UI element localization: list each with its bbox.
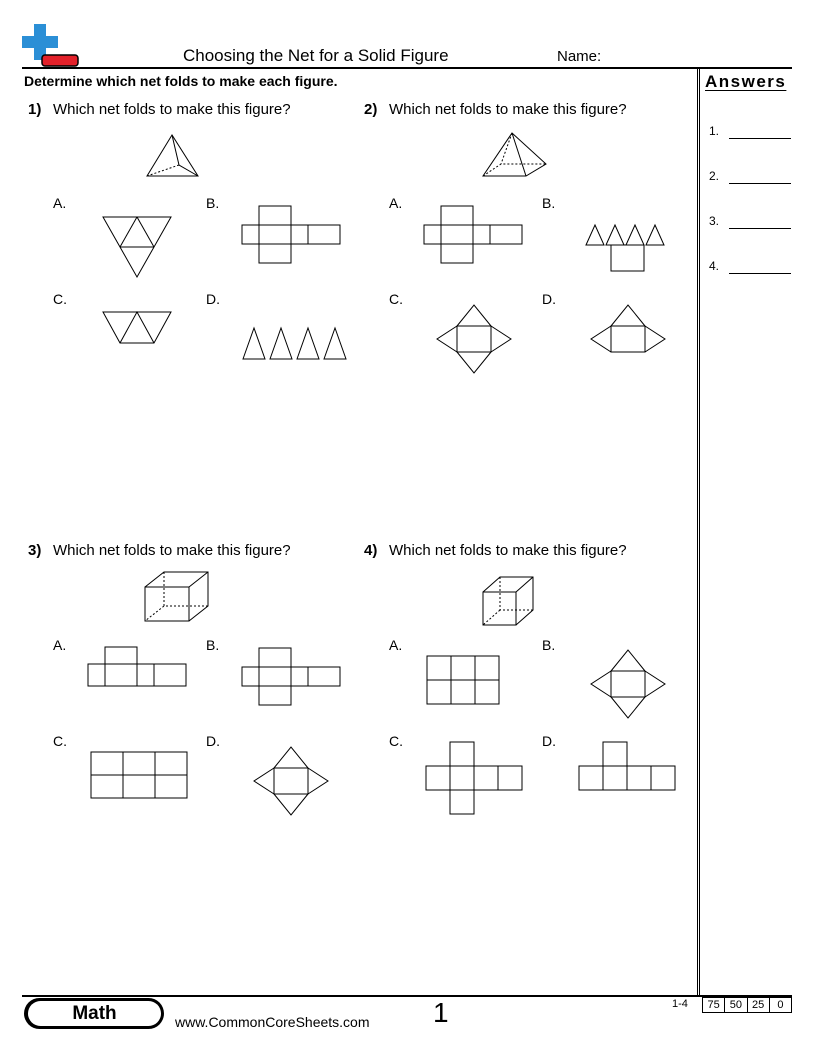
triangles-over-square-net-icon[interactable] xyxy=(586,225,666,273)
star-square-net-icon[interactable] xyxy=(591,650,665,718)
star-square-net-icon[interactable] xyxy=(254,747,328,815)
website-label: www.CommonCoreSheets.com xyxy=(175,1014,370,1030)
answer-label-2: 2. xyxy=(709,169,720,183)
q1-option-a-label: A. xyxy=(53,195,67,211)
subject-label: Math xyxy=(28,1001,161,1026)
cross-net-icon[interactable] xyxy=(426,742,524,816)
q2-option-c-label: C. xyxy=(389,291,403,307)
score-cell: 25 xyxy=(747,998,769,1012)
score-cell: 75 xyxy=(707,999,720,1011)
cross-square-net-icon[interactable] xyxy=(242,206,342,263)
question-number-1: 1) xyxy=(28,101,42,118)
grid-net-icon[interactable] xyxy=(427,656,501,706)
q1-option-b-label: B. xyxy=(206,195,220,211)
q3-option-c-label: C. xyxy=(53,733,67,749)
footer-divider xyxy=(22,995,792,997)
four-triangles-row-net-icon[interactable] xyxy=(243,328,347,360)
answer-label-3: 3. xyxy=(709,214,720,228)
t-shaped-net-icon[interactable] xyxy=(579,742,677,792)
answer-label-1: 1. xyxy=(709,124,720,138)
q4-option-d-label: D. xyxy=(542,733,556,749)
answer-blank-4[interactable] xyxy=(729,273,791,274)
score-cell: 50 xyxy=(724,998,746,1012)
page-number: 1 xyxy=(433,997,449,1028)
q3-option-a-label: A. xyxy=(53,637,67,653)
instructions: Determine which net folds to make each figure. xyxy=(24,73,338,89)
q3-option-d-label: D. xyxy=(206,733,220,749)
answers-column-divider xyxy=(697,67,700,995)
q1-option-c-label: C. xyxy=(53,291,67,307)
question-text-1: Which net folds to make this figure? xyxy=(53,101,291,118)
answer-blank-1[interactable] xyxy=(729,138,791,139)
triangular-pyramid-icon xyxy=(145,133,200,179)
q2-option-a-label: A. xyxy=(389,195,403,211)
grid-net-icon[interactable] xyxy=(91,752,189,800)
q3-option-b-label: B. xyxy=(206,637,220,653)
page-title: Choosing the Net for a Solid Figure xyxy=(183,46,449,65)
rectangular-prism-icon xyxy=(143,571,210,623)
header-divider xyxy=(22,67,792,69)
q2-option-d-label: D. xyxy=(542,291,556,307)
cross-square-net-icon[interactable] xyxy=(424,206,524,263)
star-square-net-icon[interactable] xyxy=(437,305,511,373)
q4-option-b-label: B. xyxy=(542,637,556,653)
logo-icon xyxy=(22,22,80,68)
score-box xyxy=(702,997,792,1013)
q4-option-c-label: C. xyxy=(389,733,403,749)
cube-icon xyxy=(482,576,535,626)
answers-heading: Answers xyxy=(705,72,787,91)
triangle-net-icon[interactable] xyxy=(103,217,173,277)
question-text-2: Which net folds to make this figure? xyxy=(389,101,627,118)
q1-option-d-label: D. xyxy=(206,291,220,307)
q4-option-a-label: A. xyxy=(389,637,403,653)
square-pyramid-icon xyxy=(482,132,548,178)
name-label: Name: xyxy=(557,48,602,65)
answer-blank-3[interactable] xyxy=(729,228,791,229)
question-number-2: 2) xyxy=(364,101,378,118)
question-range: 1-4 xyxy=(672,998,688,1010)
cross-square-net-icon[interactable] xyxy=(242,648,342,705)
question-number-3: 3) xyxy=(28,542,42,559)
q2-option-b-label: B. xyxy=(542,195,556,211)
square-with-triangles-net-icon[interactable] xyxy=(591,305,665,353)
score-cell: 0 xyxy=(769,998,791,1012)
t-shaped-net-icon[interactable] xyxy=(88,647,188,687)
question-number-4: 4) xyxy=(364,542,378,559)
question-text-4: Which net folds to make this figure? xyxy=(389,542,627,559)
answer-blank-2[interactable] xyxy=(729,183,791,184)
triangle-strip-net-icon[interactable] xyxy=(103,312,173,344)
answer-label-4: 4. xyxy=(709,259,720,273)
question-text-3: Which net folds to make this figure? xyxy=(53,542,291,559)
